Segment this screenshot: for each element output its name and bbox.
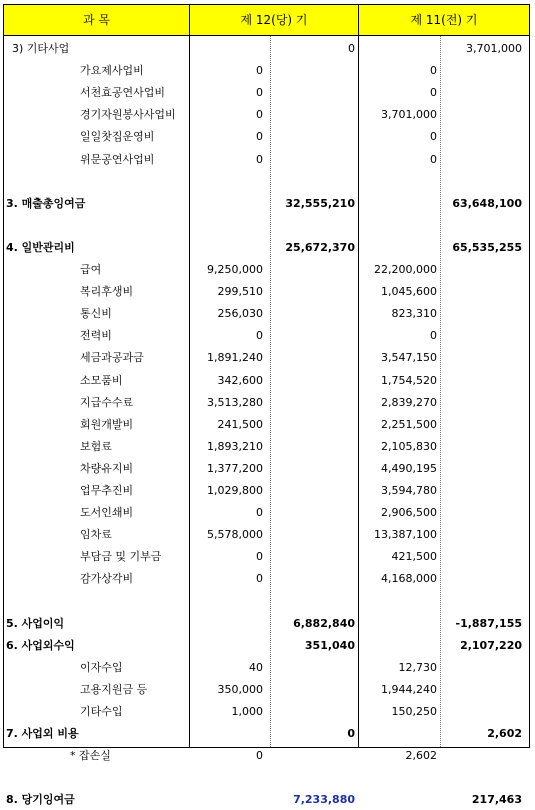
blank-row bbox=[4, 591, 529, 612]
table-row bbox=[4, 723, 529, 744]
previous-total-value: -1,887,155 bbox=[455, 616, 522, 630]
current-detail-value: 5,578,000 bbox=[207, 528, 263, 542]
current-detail-value: 1,029,800 bbox=[207, 484, 263, 497]
row-label: * 잡손실 bbox=[70, 749, 111, 763]
table-row bbox=[4, 657, 529, 678]
table-row bbox=[4, 259, 529, 280]
previous-detail-value: 1,754,520 bbox=[381, 373, 437, 387]
row-label: 부담금 및 기부금 bbox=[80, 550, 162, 564]
table-row bbox=[4, 789, 529, 810]
row-label: 보험료 bbox=[80, 439, 112, 453]
table-row bbox=[4, 392, 529, 413]
row-label: 7. 사업외 비용 bbox=[6, 727, 79, 741]
income-statement-table bbox=[3, 4, 530, 807]
current-detail-value: 3,513,280 bbox=[207, 395, 263, 409]
row-label: 기타수입 bbox=[80, 705, 123, 718]
row-label: 이자수입 bbox=[80, 660, 123, 674]
current-detail-value: 256,030 bbox=[217, 307, 263, 321]
table-row bbox=[4, 745, 529, 766]
row-label: 일일찻집운영비 bbox=[80, 130, 155, 144]
previous-total-value: 2,107,220 bbox=[460, 638, 522, 652]
previous-detail-value: 3,547,150 bbox=[381, 351, 437, 365]
header-current-period: 제 12(당) 기 bbox=[189, 5, 358, 36]
table-row bbox=[4, 546, 529, 567]
current-detail-value: 0 bbox=[256, 86, 263, 100]
current-detail-value: 1,893,210 bbox=[207, 439, 263, 453]
current-detail-value: 350,000 bbox=[217, 682, 263, 696]
current-detail-value: 1,377,200 bbox=[207, 461, 263, 475]
current-detail-value: 0 bbox=[256, 749, 263, 763]
table-row bbox=[4, 82, 529, 103]
blank-row bbox=[4, 215, 529, 236]
table-row bbox=[4, 679, 529, 700]
current-detail-value: 1,000 bbox=[231, 705, 263, 718]
blank-row bbox=[4, 171, 529, 192]
row-label: 복리후생비 bbox=[80, 285, 134, 299]
table-row bbox=[4, 436, 529, 457]
previous-detail-value: 13,387,100 bbox=[374, 528, 437, 542]
previous-detail-value: 4,168,000 bbox=[381, 572, 437, 586]
current-detail-value: 0 bbox=[256, 506, 263, 520]
previous-detail-value: 3,701,000 bbox=[381, 108, 437, 122]
previous-detail-value: 0 bbox=[430, 152, 437, 166]
row-label: 경기자원봉사사업비 bbox=[80, 108, 176, 122]
current-total-value: 351,040 bbox=[304, 638, 355, 652]
previous-detail-value: 150,250 bbox=[391, 705, 437, 718]
header-previous-period: 제 11(전) 기 bbox=[358, 5, 529, 36]
table-row bbox=[4, 126, 529, 147]
table-row bbox=[4, 303, 529, 324]
row-label: 소모품비 bbox=[80, 373, 123, 387]
current-detail-value: 0 bbox=[256, 550, 263, 564]
table-row bbox=[4, 104, 529, 125]
table-row bbox=[4, 635, 529, 656]
table-row bbox=[4, 281, 529, 302]
row-label: 임차료 bbox=[80, 528, 112, 542]
previous-total-value: 63,648,100 bbox=[452, 196, 522, 210]
table-row bbox=[4, 524, 529, 545]
header-subject: 과 목 bbox=[4, 5, 189, 36]
table-row bbox=[4, 502, 529, 523]
previous-total-value: 217,463 bbox=[471, 793, 522, 807]
previous-detail-value: 0 bbox=[430, 329, 437, 343]
row-label: 통신비 bbox=[80, 307, 112, 321]
table-row bbox=[4, 38, 529, 59]
previous-detail-value: 421,500 bbox=[391, 550, 437, 564]
previous-total-value: 3,701,000 bbox=[466, 42, 522, 55]
previous-detail-value: 3,594,780 bbox=[381, 484, 437, 497]
row-label: 5. 사업이익 bbox=[6, 616, 65, 630]
table-row bbox=[4, 414, 529, 435]
row-label: 차량유지비 bbox=[80, 461, 134, 475]
row-label: 8. 당기잉여금 bbox=[6, 793, 75, 807]
table-row bbox=[4, 193, 529, 214]
previous-detail-value: 1,944,240 bbox=[381, 682, 437, 696]
current-detail-value: 0 bbox=[256, 130, 263, 144]
table-row bbox=[4, 480, 529, 501]
row-label: 가요제사업비 bbox=[80, 64, 144, 78]
row-label: 4. 일반관리비 bbox=[6, 240, 75, 254]
row-label: 3) 기타사업 bbox=[12, 42, 70, 55]
row-label: 도서인쇄비 bbox=[80, 506, 134, 520]
current-detail-value: 299,510 bbox=[217, 285, 263, 299]
row-label: 위문공연사업비 bbox=[80, 152, 155, 166]
previous-detail-value: 2,602 bbox=[405, 749, 437, 763]
current-total-value: 7,233,880 bbox=[293, 793, 355, 807]
previous-detail-value: 2,251,500 bbox=[381, 417, 437, 431]
current-detail-value: 9,250,000 bbox=[207, 263, 263, 276]
table-row bbox=[4, 370, 529, 391]
previous-detail-value: 823,310 bbox=[391, 307, 437, 321]
row-label: 회원개발비 bbox=[80, 417, 134, 431]
table-row bbox=[4, 325, 529, 346]
current-total-value: 0 bbox=[348, 42, 355, 55]
table-row bbox=[4, 701, 529, 722]
previous-detail-value: 22,200,000 bbox=[374, 263, 437, 276]
previous-detail-value: 4,490,195 bbox=[381, 461, 437, 475]
table-row bbox=[4, 613, 529, 634]
row-label: 업무추진비 bbox=[80, 484, 134, 497]
table-row bbox=[4, 347, 529, 368]
current-total-value: 32,555,210 bbox=[285, 196, 355, 210]
previous-detail-value: 2,906,500 bbox=[381, 506, 437, 520]
previous-total-value: 2,602 bbox=[487, 727, 522, 741]
table-row bbox=[4, 60, 529, 81]
table-row bbox=[4, 237, 529, 258]
previous-detail-value: 1,045,600 bbox=[381, 285, 437, 299]
current-detail-value: 40 bbox=[249, 660, 263, 674]
row-label: 3. 매출총잉여금 bbox=[6, 196, 86, 210]
current-detail-value: 0 bbox=[256, 572, 263, 586]
row-label: 지급수수료 bbox=[80, 395, 134, 409]
current-detail-value: 0 bbox=[256, 64, 263, 78]
current-total-value: 0 bbox=[347, 727, 355, 741]
row-label: 급여 bbox=[80, 263, 102, 276]
current-detail-value: 241,500 bbox=[217, 417, 263, 431]
row-label: 고용지원금 등 bbox=[80, 682, 148, 696]
row-label: 세금과공과금 bbox=[80, 351, 144, 365]
current-total-value: 6,882,840 bbox=[293, 616, 355, 630]
blank-row bbox=[4, 767, 529, 788]
table-row bbox=[4, 568, 529, 589]
row-label: 서천효공연사업비 bbox=[80, 86, 166, 100]
row-label: 감가상각비 bbox=[80, 572, 134, 586]
previous-detail-value: 0 bbox=[430, 130, 437, 144]
table-row bbox=[4, 458, 529, 479]
previous-detail-value: 0 bbox=[430, 86, 437, 100]
previous-detail-value: 2,105,830 bbox=[381, 439, 437, 453]
previous-detail-value: 2,839,270 bbox=[381, 395, 437, 409]
current-detail-value: 0 bbox=[256, 329, 263, 343]
current-detail-value: 0 bbox=[256, 152, 263, 166]
previous-detail-value: 0 bbox=[430, 64, 437, 78]
previous-total-value: 65,535,255 bbox=[452, 240, 522, 254]
current-detail-value: 0 bbox=[256, 108, 263, 122]
current-detail-value: 342,600 bbox=[217, 373, 263, 387]
row-label: 6. 사업외수익 bbox=[6, 638, 75, 652]
current-detail-value: 1,891,240 bbox=[207, 351, 263, 365]
table-row bbox=[4, 149, 529, 170]
row-label: 전력비 bbox=[80, 329, 112, 343]
previous-detail-value: 12,730 bbox=[398, 660, 437, 674]
current-total-value: 25,672,370 bbox=[285, 240, 355, 254]
